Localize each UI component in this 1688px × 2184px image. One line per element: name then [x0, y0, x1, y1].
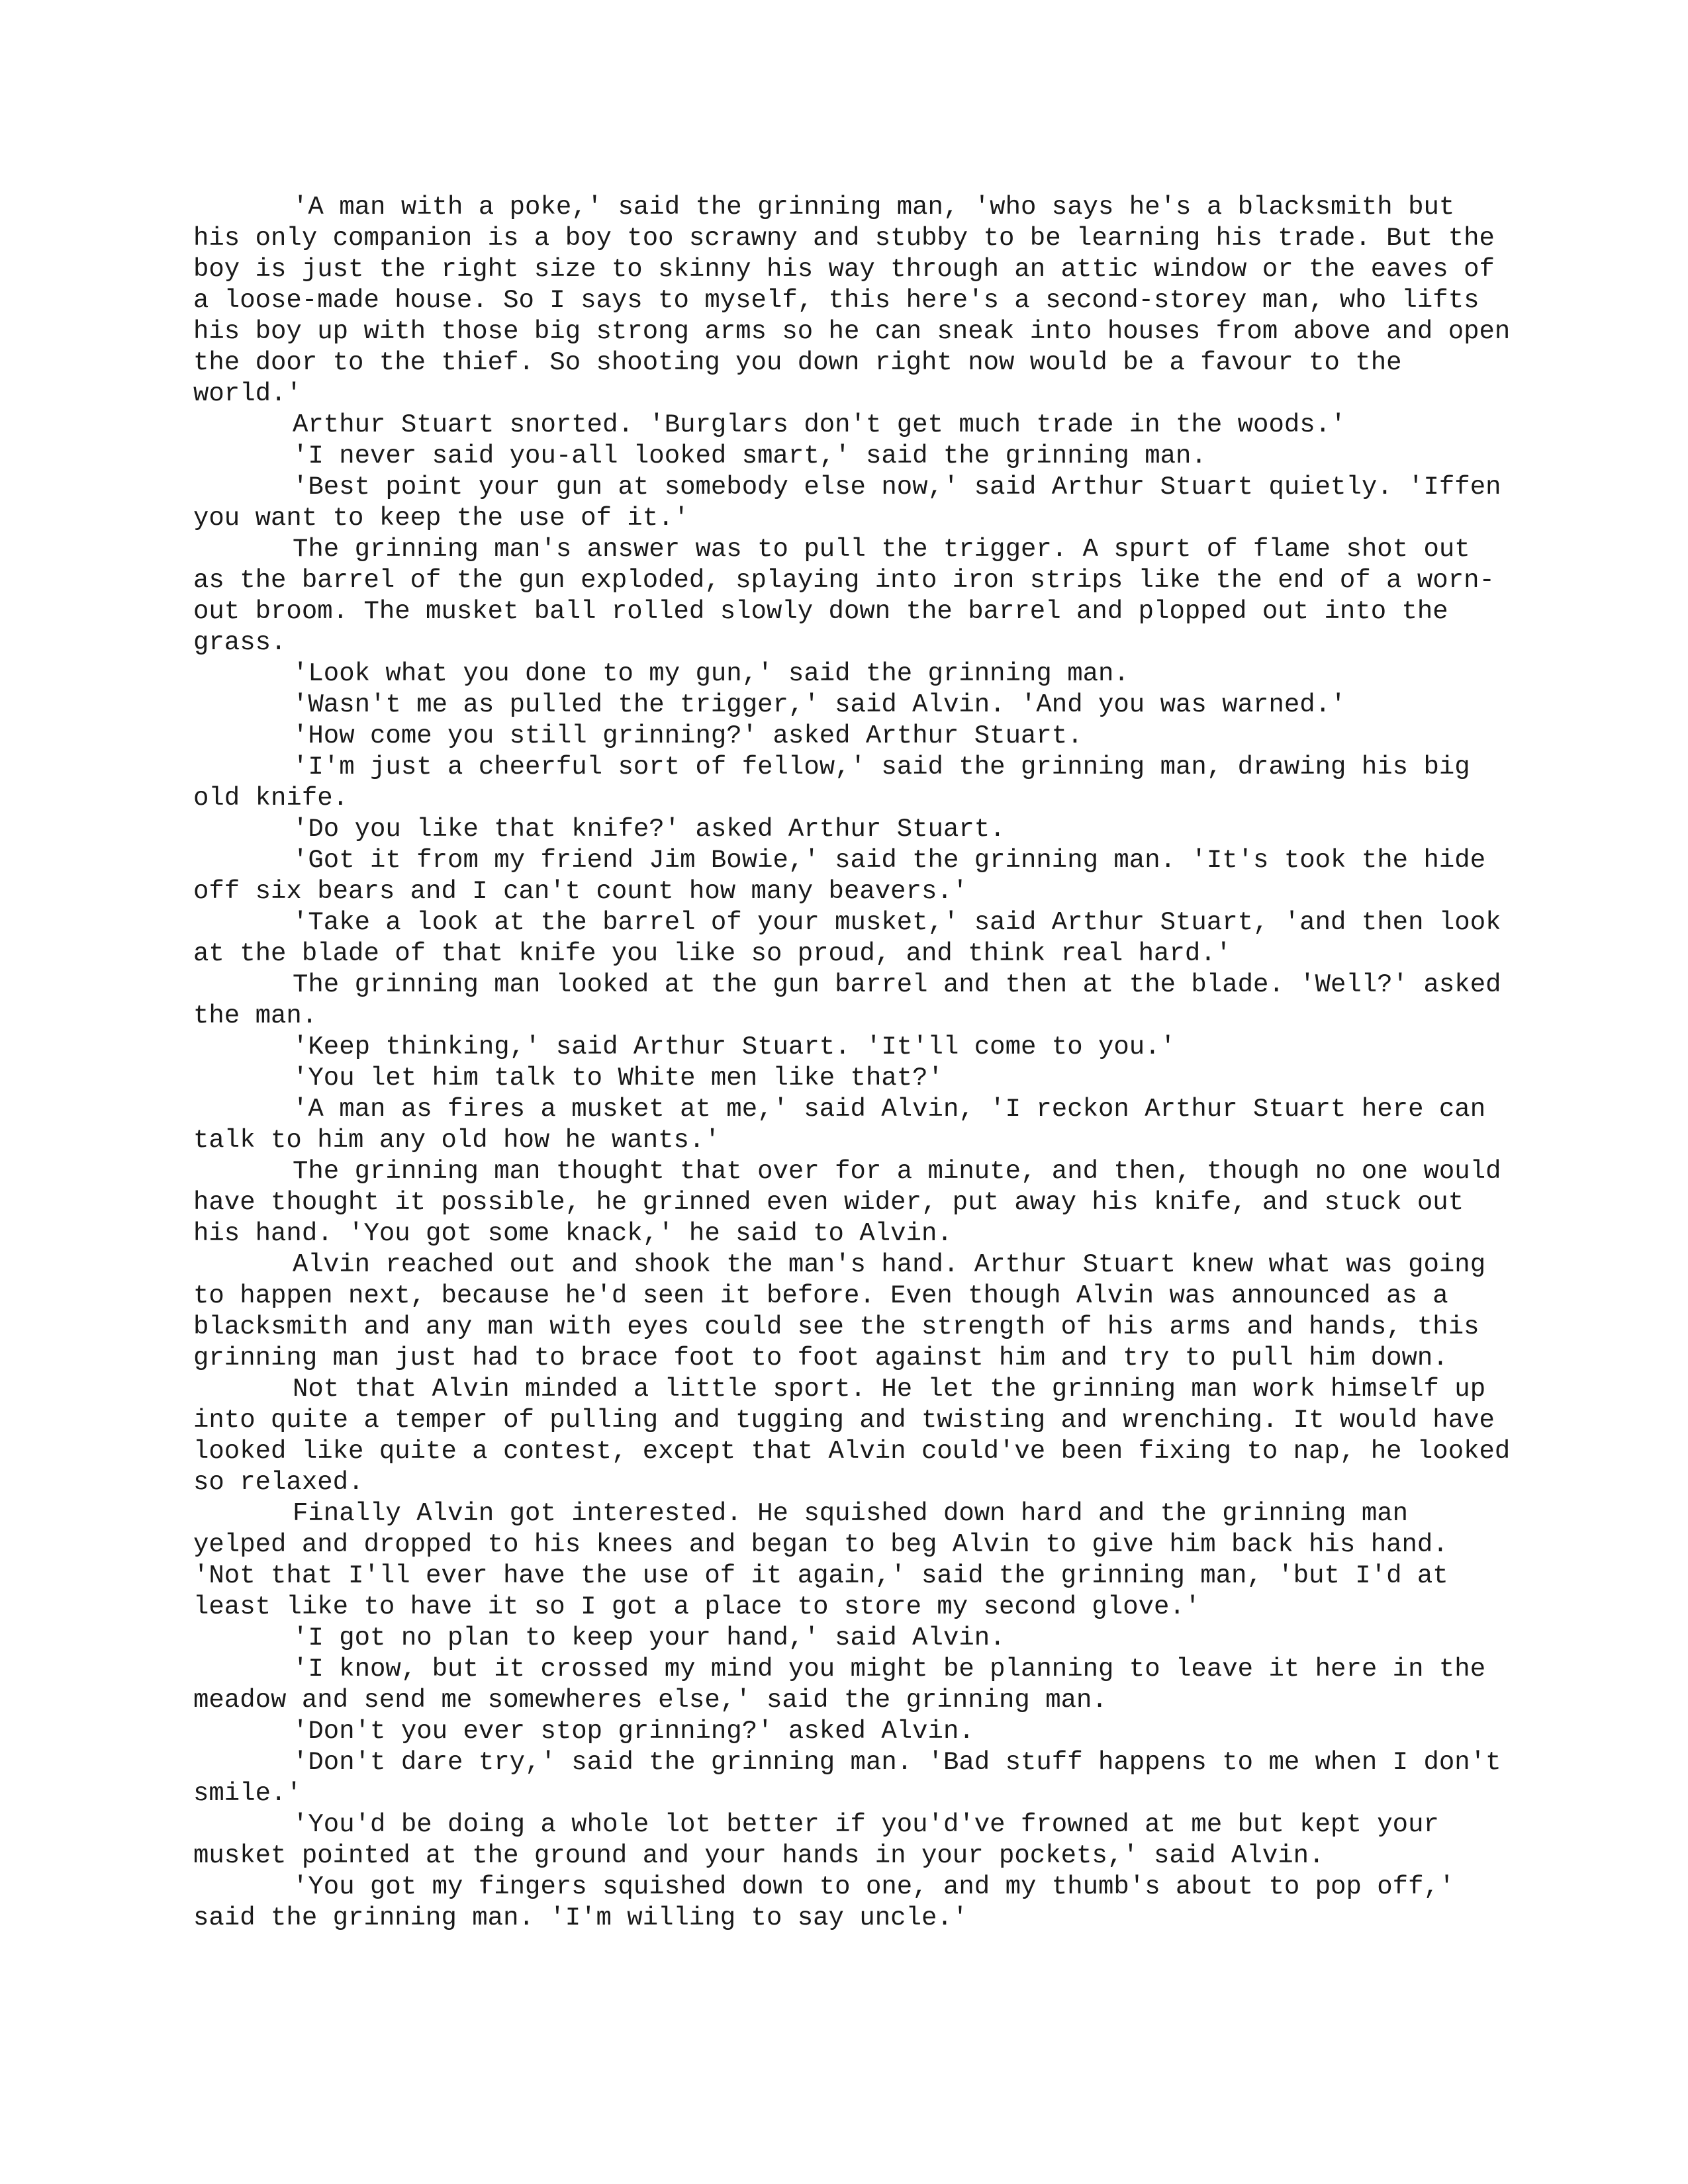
paragraph: 'Wasn't me as pulled the trigger,' said Alvin. 'And you was warned.' — [293, 690, 1346, 719]
paragraph: 'Look what you done to my gun,' said the grinning man. — [293, 659, 1129, 688]
paragraph: 'A man as fires a musket at me,' said Alvin, 'I reckon Arthur Stuart here can talk to him any old how he wants.' — [193, 1095, 1486, 1155]
paragraph: 'I'm just a cheerful sort of fellow,' said the grinning man, drawing his big old knife. — [193, 752, 1470, 813]
paragraph: 'Don't you ever stop grinning?' asked Alvin. — [293, 1717, 974, 1746]
paragraph: 'You let him talk to White men like that?' — [293, 1064, 943, 1093]
paragraph: 'Do you like that knife?' asked Arthur Stuart. — [293, 815, 1006, 844]
paragraph: 'A man with a poke,' said the grinning man, 'who says he's a blacksmith but his only companion is a boy too scrawny and stubby to be learning his trade. But the boy is just the right size to skinny his way through an attic window or the eaves of a loose-made house. So I says to myself, this here's a second-storey man, who lifts his boy up with those big strong arms so he can sneak into houses from above and open the door to the thief. So shooting you down right now would be a favour to the world.' — [193, 193, 1511, 408]
paragraph: 'Keep thinking,' said Arthur Stuart. 'It'll come to you.' — [293, 1032, 1176, 1062]
paragraph: 'Take a look at the barrel of your musket,' said Arthur Stuart, 'and then look at the blade of that knife you like so proud, and think real hard.' — [193, 908, 1501, 968]
paragraph: 'Don't dare try,' said the grinning man. 'Bad stuff happens to me when I don't smile.' — [193, 1748, 1501, 1808]
paragraph: 'I never said you-all looked smart,' said the grinning man. — [293, 441, 1207, 471]
document-page — [193, 192, 1511, 1934]
paragraph: 'You got my fingers squished down to one, and my thumb's about to pop off,' said the grinning man. 'I'm willing to say uncle.' — [193, 1872, 1455, 1933]
paragraph: 'I know, but it crossed my mind you might be planning to leave it here in the meadow and send me somewheres else,' said the grinning man. — [193, 1655, 1486, 1715]
paragraph: 'Got it from my friend Jim Bowie,' said the grinning man. 'It's took the hide off six bears and I can't count how many beavers.' — [193, 846, 1486, 906]
paragraph: Arthur Stuart snorted. 'Burglars don't get much trade in the woods.' — [293, 410, 1346, 439]
paragraph: Finally Alvin got interested. He squished down hard and the grinning man yelped and dropped to his knees and began to beg Alvin to give him back his hand. 'Not that I'll ever have the use of it again,' said the grinning man, 'but I'd at least like to have it so I got a place to store my second glove.' — [193, 1499, 1448, 1621]
paragraph: 'I got no plan to keep your hand,' said Alvin. — [293, 1623, 1006, 1653]
paragraph: The grinning man's answer was to pull the trigger. A spurt of flame shot out as the barrel of the gun exploded, splaying into iron strips like the end of a worn-out broom. The musket ball rolled slowly down the barrel and plopped out into the grass. — [193, 535, 1495, 657]
paragraph: 'Best point your gun at somebody else now,' said Arthur Stuart quietly. 'Iffen you want to keep the use of it.' — [193, 473, 1501, 533]
paragraph: 'You'd be doing a whole lot better if you'd've frowned at me but kept your musket pointed at the ground and your hands in your pockets,' said Alvin. — [193, 1810, 1439, 1870]
paragraph: Not that Alvin minded a little sport. He let the grinning man work himself up into quite a temper of pulling and tugging and twisting and wrenching. It would have looked like quite a contest, except that Alvin could've been fixing to nap, he looked so relaxed. — [193, 1375, 1511, 1497]
paragraph: 'How come you still grinning?' asked Arthur Stuart. — [293, 721, 1083, 751]
paragraph: The grinning man looked at the gun barrel and then at the blade. 'Well?' asked the man. — [193, 970, 1501, 1030]
paragraph: The grinning man thought that over for a minute, and then, though no one would have thought it possible, he grinned even wider, put away his knife, and stuck out his hand. 'You got some knack,' he said to Alvin. — [193, 1157, 1501, 1248]
paragraph: Alvin reached out and shook the man's hand. Arthur Stuart knew what was going to happen next, because he'd seen it before. Even though Alvin was announced as a blacksmith and any man with eyes could see the strength of his arms and hands, this grinning man just had to brace foot to foot against him and try to pull him down. — [193, 1250, 1486, 1373]
